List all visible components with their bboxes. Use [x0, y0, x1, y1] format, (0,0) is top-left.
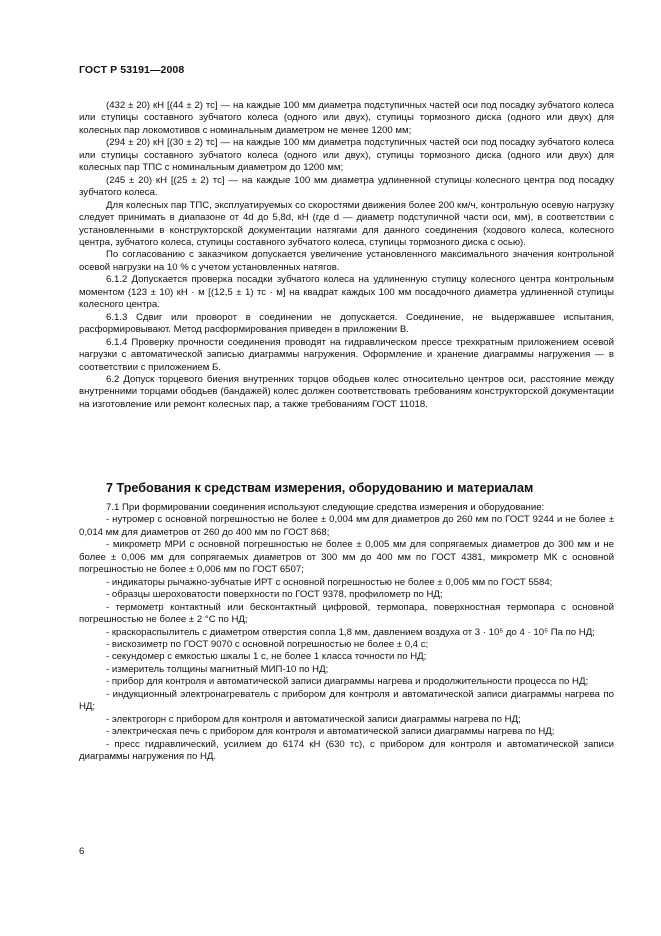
list-item: - образцы шероховатости поверхности по ГОСТ 9378, профилометр по НД; [106, 589, 443, 601]
list-item: - краскораспылитель с диаметром отверстия сопла 1,8 мм, давлением воздуха от 3 · 10⁵ до 4 · 10⁵ Па по НД; [106, 626, 595, 638]
list-item: - измеритель толщины магнитный МИП-10 по НД; [106, 663, 329, 675]
paragraph: (432 ± 20) кН [(44 ± 2) тс] — на каждые 100 мм диаметра подступичных частей оси под посадку зубчатого колеса или ступицы составного зубчатого колеса (одного или двух), ступицы тормозного диска (одного или двух) для колесных пар локомотивов с номинальным диаметром не менее 1200 мм; [79, 100, 614, 136]
section-heading: 7 Требования к средствам измерения, оборудованию и материалам [106, 481, 534, 495]
page-number: 6 [79, 846, 85, 857]
paragraph: 7.1 При формировании соединения используют следующие средства измерения и оборудование: [106, 502, 545, 513]
section-7-text [79, 502, 614, 764]
list-item: - индикаторы рычажно-зубчатые ИРТ с основной погрешностью не более ± 0,005 мм по ГОСТ 5584; [106, 576, 553, 588]
section-6-text [79, 100, 614, 411]
paragraph: 6.1.2 Допускается проверка посадки зубчатого колеса на удлиненную ступицу колесного центра контрольным моментом (123 ± 10) кН · м [(12,5 ± 1) тс · м] на квадрат каждых 100 мм посадочного диаметра удлиненной ступицы колесного центра. [79, 274, 614, 311]
paragraph: (294 ± 20) кН [(30 ± 2) тс] — на каждые 100 мм диаметра подступичных частей оси под посадку зубчатого колеса или ступицы составного зубчатого колеса (одного или двух), ступицы тормозного диска (одного или двух) для колесных пар ТПС с номинальным диаметром до 1200 мм; [79, 137, 614, 174]
document-header: ГОСТ Р 53191—2008 [79, 64, 185, 76]
paragraph: (245 ± 20) кН [(25 ± 2) тс] — на каждые 100 мм диаметра удлиненной ступицы колесного центра под посадку зубчатого колеса. [79, 174, 614, 199]
list-item: - электрическая печь с прибором для контроля и автоматической записи диаграммы нагрева по НД; [106, 726, 555, 738]
list-item: - микрометр МРИ с основной погрешностью не более ± 0,005 мм для сопрягаемых диаметров до 300 мм и не более ± 0,006 мм для сопрягаемых диаметров от 300 мм до 400 мм по ГОСТ 4381, микрометр МК с основной погрешностью не более ± 0,006 мм по ГОСТ 6507; [79, 539, 614, 576]
list-item: - пресс гидравлический, усилием до 6174 кН (630 тс), с прибором для контроля и автоматической записи диаграммы нагружения по НД. [79, 738, 614, 763]
list-item: - индукционный электронагреватель с прибором для контроля и автоматической записи диаграммы нагрева по НД; [79, 688, 614, 713]
paragraph: По согласованию с заказчиком допускается увеличение установленного максимального значения контрольной осевой нагрузки на 10 % с учетом установленных натягов. [79, 249, 614, 273]
list-item: - вискозиметр по ГОСТ 9070 с основной погрешностью не более ± 0,4 с; [106, 638, 429, 650]
list-item: - термометр контактный или бесконтактный цифровой, термопара, поверхностная термопара с основной погрешностью не более ± 2 °С по НД; [79, 601, 614, 626]
list-item: - нутромер с основной погрешностью не более ± 0,004 мм для диаметров до 260 мм по ГОСТ 9244 и не более ± 0,014 мм для диаметров от 260 до 400 мм по ГОСТ 868; [79, 514, 614, 538]
paragraph: 6.1.4 Проверку прочности соединения проводят на гидравлическом прессе трехкратным приложением осевой нагрузки с автоматической записью диаграммы нагружения. Оформление и хранение диаграммы нагружения — в соответствии с приложением Б. [79, 336, 614, 373]
list-item: - секундомер с емкостью шкалы 1 с, не более 1 класса точности по НД; [106, 651, 427, 663]
list-item: - прибор для контроля и автоматической записи диаграммы нагрева и продолжительности процесса по НД; [106, 676, 589, 688]
paragraph: 6.1.3 Сдвиг или проворот в соединении не допускается. Соединение, не выдержавшее испытания, расформировывают. Метод расформирования приведен в приложении В. [79, 311, 614, 336]
paragraph: Для колесных пар ТПС, эксплуатируемых со скоростями движения более 200 км/ч, контрольную осевую нагрузку следует принимать в диапазоне от 4d до 5,8d, кН (где d — диаметр подступичной части оси, мм), в соответствии с установленными в конструкторской документации натягами для данного соединения (ходового колеса, колесного центра, зубчатого колеса, ступицы составного зубчатого колеса, ступицы тормозного диска с осью). [79, 199, 614, 248]
paragraph: 6.2 Допуск торцевого биения внутренних торцов ободьев колес относительно центров оси, расстояние между внутренними торцами ободьев (бандажей) колес должен соответствовать требованиям конструкторской документации на изготовление или ремонт колесных пар, а также требованиям ГОСТ 11018. [79, 373, 614, 410]
list-item: - электрогорн с прибором для контроля и автоматической записи диаграммы нагрева по НД; [106, 713, 521, 725]
